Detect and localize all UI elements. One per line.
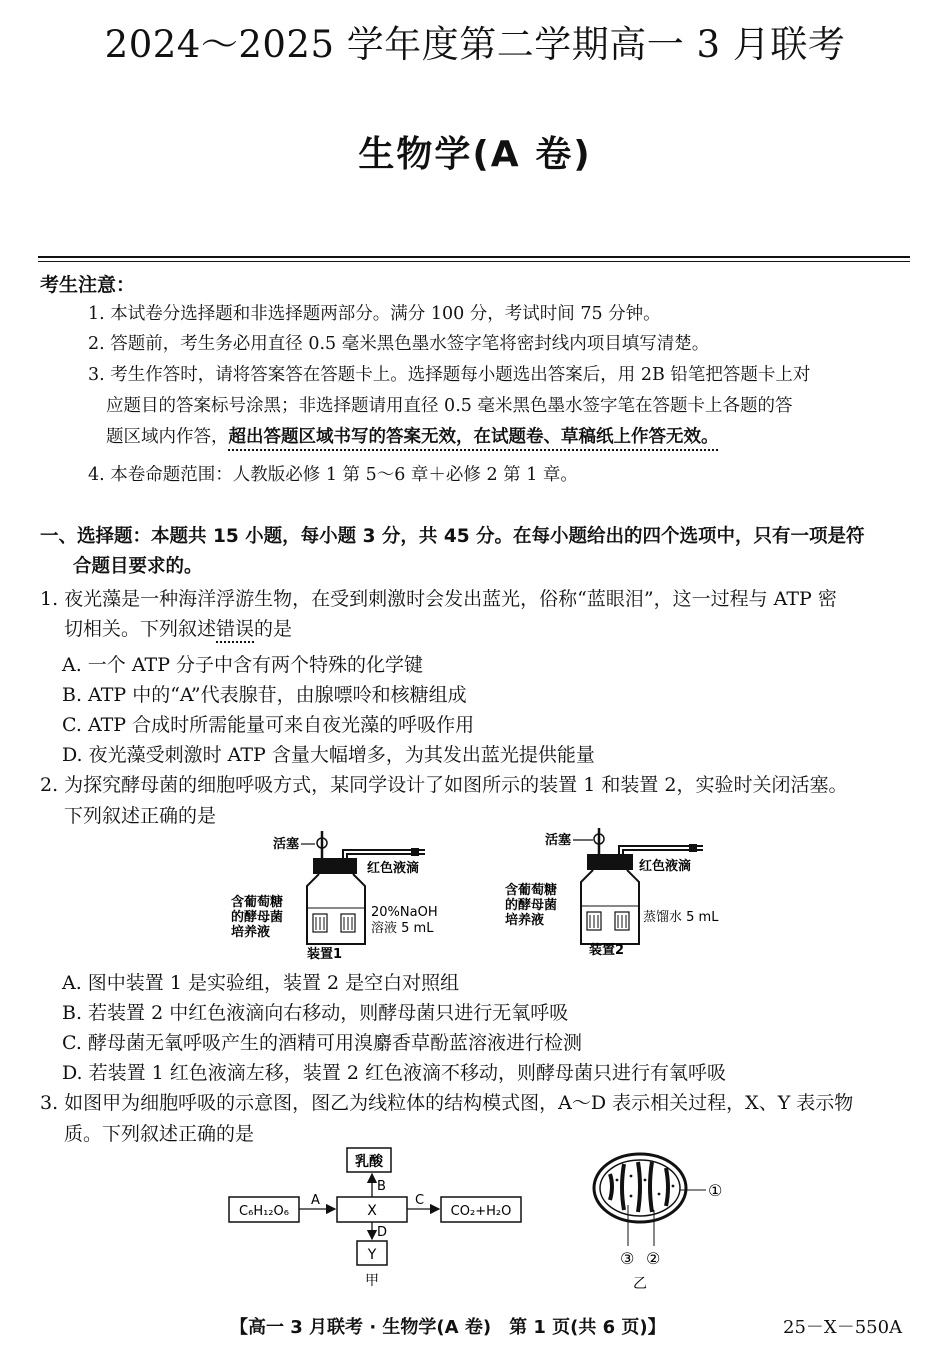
stopper-1: [313, 858, 357, 874]
marker-2: ②: [646, 1249, 661, 1268]
process-d-label: D: [377, 1225, 388, 1240]
q2-option-c: C. 酵母菌无氧呼吸产生的酒精可用溴麝香草酚蓝溶液进行检测: [62, 1032, 582, 1054]
q2-option-b: B. 若装置 2 中红色液滴向右移动，则酵母菌只进行无氧呼吸: [62, 1002, 569, 1024]
exam-subtitle: 生物学(A 卷): [358, 134, 592, 175]
q3-stem-line-1: 3. 如图甲为细胞呼吸的示意图，图乙为线粒体的结构模式图，A～D 表示相关过程，X、Y 表示物: [40, 1092, 854, 1114]
red-drop-1: [411, 848, 419, 856]
stopper-2: [587, 854, 633, 870]
q1-stem-line-2: [64, 614, 292, 641]
q1-option-d: D. 夜光藻受刺激时 ATP 含量大幅增多，为其发出蓝光提供能量: [62, 744, 595, 766]
divider-thick: [38, 256, 910, 258]
section-heading-line-2: 合题目要求的。: [73, 556, 203, 577]
culture-label-1b: 的酵母菌: [231, 910, 284, 925]
divider-thin: [38, 261, 910, 262]
culture-label-2a: 含葡萄糖: [505, 883, 558, 898]
footer-page-info: 【高一 3 月联考 · 生物学(A 卷) 第 1 页(共 6 页)】: [230, 1317, 666, 1338]
y-label: Y: [367, 1247, 377, 1263]
q1-stem-text: 切相关。下列叙述: [64, 618, 217, 640]
device-1: [231, 831, 438, 962]
stopcock-label-1: 活塞: [273, 837, 300, 852]
notice-item-3-line-1: 3. 考生作答时，请将答案答在答题卡上。选择题每小题选出答案后，用 2B 铅笔把答题卡上对: [88, 365, 811, 385]
notice-item-3-line-2: 应题目的答案标号涂黑；非选择题请用直径 0.5 毫米黑色墨水签字笔在答题卡上各题的答: [106, 396, 793, 416]
product-label: CO₂+H₂O: [450, 1204, 512, 1219]
marker-1: ①: [708, 1181, 723, 1200]
process-a-label: A: [311, 1193, 320, 1208]
culture-label-2b: 的酵母菌: [505, 898, 558, 913]
flask-1: [307, 874, 365, 944]
red-drop-label-1: 红色液滴: [367, 861, 420, 876]
device-2-label: 装置2: [589, 943, 625, 958]
q3-figure-yi: [590, 1150, 740, 1295]
q2-stem-line-1: 2. 为探究酵母菌的细胞呼吸方式，某同学设计了如图所示的装置 1 和装置 2，实验时关闭活塞。: [40, 774, 848, 796]
culture-label-2c: 培养液: [505, 913, 545, 928]
q2-option-a: A. 图中装置 1 是实验组，装置 2 是空白对照组: [62, 972, 460, 994]
q2-stem-line-2: 下列叙述正确的是: [64, 805, 217, 827]
red-drop-2: [689, 844, 697, 852]
footer-code: 25－X－550A: [783, 1317, 903, 1338]
exam-title: 2024～2025 学年度第二学期高一 3 月联考: [104, 23, 846, 66]
q1-option-a: A. 一个 ATP 分子中含有两个特殊的化学键: [62, 654, 424, 676]
q2-apparatus-figure: [215, 826, 735, 964]
x-label: X: [367, 1203, 377, 1219]
q1-option-c: C. ATP 合成时所需能量可来自夜光藻的呼吸作用: [62, 714, 475, 736]
notice-item-1: 1. 本试卷分选择题和非选择题两部分。满分 100 分，考试时间 75 分钟。: [88, 304, 661, 324]
notice-item-3-line-3: [106, 423, 719, 448]
device-2: [505, 828, 719, 958]
q3-figure-jia: [225, 1145, 525, 1295]
q1-stem-line-1: 1. 夜光藻是一种海洋浮游生物，在受到刺激时会发出蓝光，俗称“蓝眼泪”，这一过程与 ATP 密: [40, 588, 837, 610]
device-1-label: 装置1: [307, 947, 343, 962]
glucose-label: C₆H₁₂O₆: [239, 1204, 289, 1219]
lactic-label: 乳酸: [355, 1154, 383, 1170]
water-label: 蒸馏水 5 mL: [643, 910, 719, 925]
flask-2: [581, 870, 639, 944]
q1-option-b: B. ATP 中的“A”代表腺苷，由腺嘌呤和核糖组成: [62, 684, 467, 706]
figure-jia-label: 甲: [365, 1273, 379, 1289]
red-drop-label-2: 红色液滴: [639, 859, 692, 874]
marker-3: ③: [620, 1249, 635, 1268]
q3-stem-line-2: 质。下列叙述正确的是: [64, 1123, 255, 1145]
naoh-label-2: 溶液 5 mL: [371, 921, 434, 936]
process-c-label: C: [415, 1193, 425, 1208]
section-heading-line-1: 一、选择题：本题共 15 小题，每小题 3 分，共 45 分。在每小题给出的四个选项中，只有一项是符: [40, 526, 865, 547]
culture-label-1a: 含葡萄糖: [231, 895, 284, 910]
notice-item-4: 4. 本卷命题范围：人教版必修 1 第 5～6 章＋必修 2 第 1 章。: [88, 465, 578, 485]
notice-item-3-text: 题区域内作答，: [106, 427, 229, 447]
notice-item-3-warning: 超出答题区域书写的答案无效，在试题卷、草稿纸上作答无效。: [228, 427, 719, 447]
notice-heading: 考生注意：: [40, 274, 136, 296]
stopcock-label-2: 活塞: [545, 833, 572, 848]
notice-item-2: 2. 答题前，考生务必用直径 0.5 毫米黑色墨水签字笔将密封线内项目填写清楚。: [88, 334, 710, 354]
culture-label-1c: 培养液: [231, 925, 271, 940]
q1-stem-tail: 的是: [254, 618, 293, 640]
q1-stem-emphasis: 错误: [216, 618, 255, 640]
q2-option-d: D. 若装置 1 红色液滴左移，装置 2 红色液滴不移动，则酵母菌只进行有氧呼吸: [62, 1062, 726, 1084]
naoh-label-1: 20%NaOH: [371, 905, 438, 920]
process-b-label: B: [377, 1179, 386, 1194]
figure-yi-label: 乙: [633, 1276, 647, 1292]
